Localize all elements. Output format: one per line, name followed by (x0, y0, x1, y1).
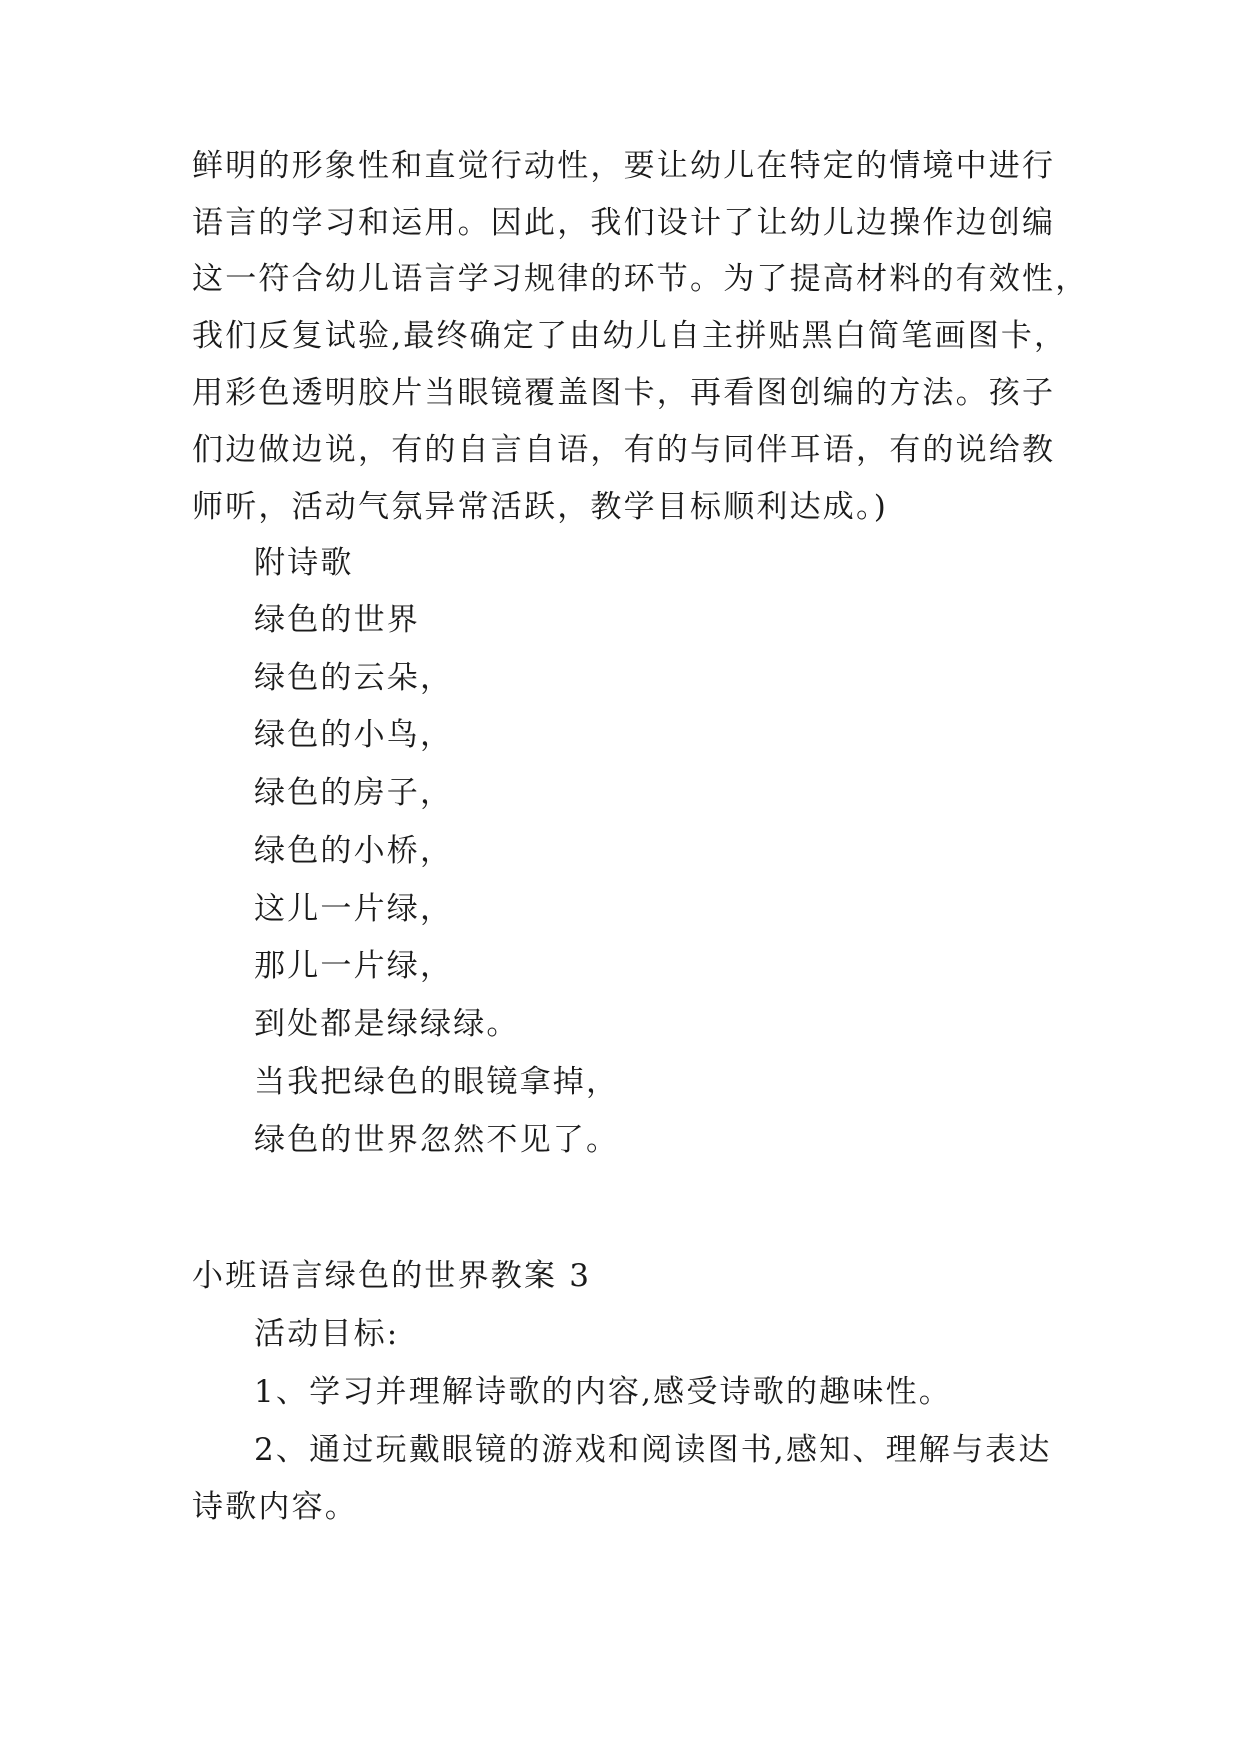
poem-line: 那儿一片绿， (254, 948, 454, 984)
paragraph-line: 用彩色透明胶片当眼镜覆盖图卡，再看图创编的方法。孩子 (192, 375, 1056, 411)
goal-item: 1、学习并理解诗歌的内容,感受诗歌的趣味性。 (254, 1374, 952, 1410)
poem-line: 绿色的云朵， (254, 660, 454, 696)
paragraph-line: 师听，活动气氛异常活跃，教学目标顺利达成。) (192, 489, 888, 525)
poem-line: 绿色的小鸟， (254, 717, 454, 753)
paragraph-line: 这一符合幼儿语言学习规律的环节。为了提高材料的有效性， (192, 261, 1089, 297)
poem-title: 绿色的世界 (254, 602, 420, 638)
paragraph-line: 们边做边说，有的自言自语，有的与同伴耳语，有的说给教 (192, 432, 1056, 468)
poem-line: 绿色的房子， (254, 775, 454, 811)
paragraph-line: 语言的学习和运用。因此，我们设计了让幼儿边操作边创编 (192, 205, 1056, 241)
goal-item-continuation: 诗歌内容。 (192, 1489, 358, 1525)
poem-line: 绿色的小桥， (254, 833, 454, 869)
section-title: 小班语言绿色的世界教案 3 (192, 1258, 592, 1294)
poem-heading: 附诗歌 (254, 545, 354, 581)
paragraph-line: 我们反复试验,最终确定了由幼儿自主拼贴黑白简笔画图卡， (192, 318, 1068, 354)
poem-line: 这儿一片绿， (254, 891, 454, 927)
paragraph-line: 鲜明的形象性和直觉行动性，要让幼儿在特定的情境中进行 (192, 148, 1056, 184)
goal-item: 2、通过玩戴眼镜的游戏和阅读图书,感知、理解与表达 (254, 1432, 1052, 1468)
poem-line: 当我把绿色的眼镜拿掉， (254, 1064, 620, 1100)
poem-line: 绿色的世界忽然不见了。 (254, 1122, 620, 1158)
goals-label: 活动目标: (254, 1316, 400, 1352)
poem-line: 到处都是绿绿绿。 (254, 1006, 520, 1042)
